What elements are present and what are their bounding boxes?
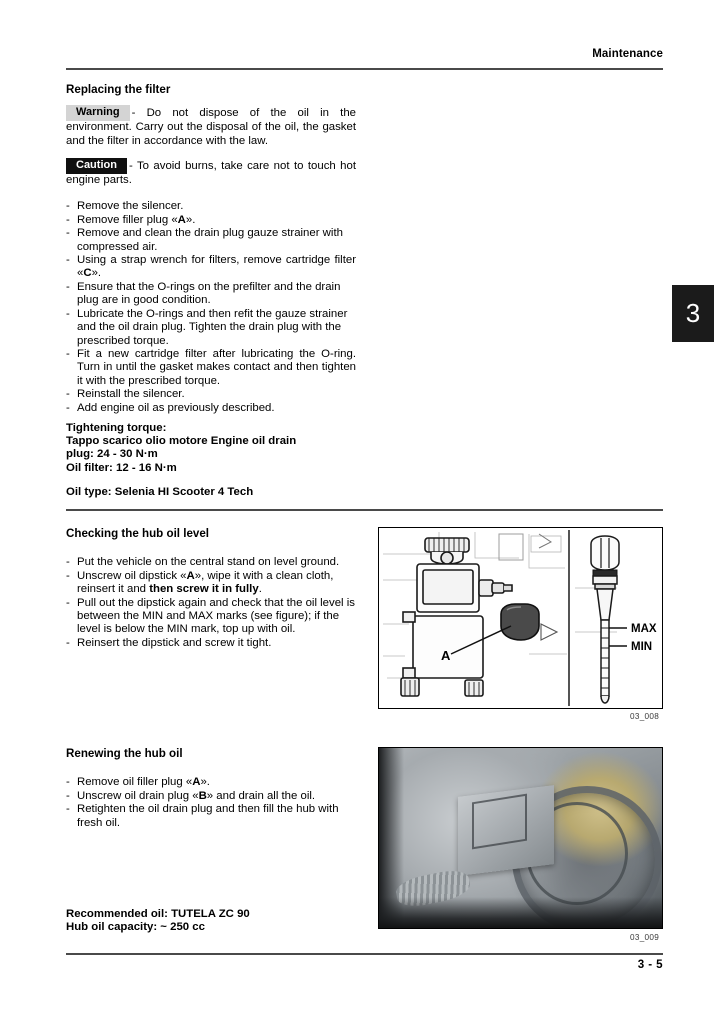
figure-label-min: MIN	[631, 641, 653, 653]
section-title-renewing-hub-oil: Renewing the hub oil	[66, 747, 183, 760]
figure2-caption: 03_009	[630, 933, 660, 942]
warning-text: - Do not dispose of the oil in the environment. Carry out the disposal of the oil, the gasket and the filter in accordance with the law.	[66, 107, 356, 147]
list-item: - Remove oil filler plug «A».	[66, 776, 356, 789]
list-item: - Remove and clean the drain plug gauze strainer with compressed air.	[66, 227, 356, 254]
tightening-torque-block	[66, 422, 356, 475]
oil-type: Oil type: Selenia HI Scooter 4 Tech	[66, 485, 254, 498]
list-item: - Lubricate the O-rings and then refit the gauze strainer and the oil drain plug. Tighten the drain plug with the prescribed torque.	[66, 308, 356, 348]
warning-block	[66, 105, 356, 148]
chapter-tab-number: 3	[685, 298, 701, 328]
list-item: - Reinsert the dipstick and screw it tight.	[66, 637, 356, 650]
hub-photograph	[379, 748, 662, 928]
recommended-oil: Recommended oil: TUTELA ZC 90	[66, 908, 250, 920]
list-item: - Remove the silencer.	[66, 200, 356, 213]
hub-oil-spec-block	[66, 908, 356, 934]
section-title-checking-hub-oil: Checking the hub oil level	[66, 527, 210, 540]
replacing-filter-steps	[66, 200, 356, 415]
photo-shield-opening	[472, 794, 527, 850]
caution-text: - To avoid burns, take care not to touch hot engine parts.	[66, 160, 356, 187]
torque-line: Oil filter: 12 - 16 N·m	[66, 461, 177, 474]
section-divider	[66, 509, 663, 511]
photo-bottom-shadow	[379, 897, 662, 928]
figure-dipstick-drawing	[379, 528, 662, 708]
torque-line: Tappo scarico olio motore Engine oil drain	[66, 435, 297, 448]
header-divider	[66, 68, 663, 70]
figure-dipstick-location	[378, 527, 663, 709]
list-item: - Put the vehicle on the central stand on level ground.	[66, 556, 356, 569]
torque-line: plug: 24 - 30 N·m	[66, 448, 158, 461]
warning-badge: Warning	[66, 105, 130, 121]
page-header-title: Maintenance	[592, 48, 663, 60]
list-item: - Reinstall the silencer.	[66, 388, 356, 401]
renewing-hub-oil-steps	[66, 776, 356, 830]
list-item: - Using a strap wrench for filters, remove cartridge filter «C».	[66, 254, 356, 281]
figure-callout-a: A	[441, 648, 451, 663]
list-item: - Ensure that the O-rings on the prefilter and the drain plug are in good condition.	[66, 281, 356, 308]
list-item: - Pull out the dipstick again and check that the oil level is between the MIN and MAX marks (see figure); if the level is below the MIN mark, top up with oil.	[66, 597, 356, 637]
section-replacing-filter	[66, 83, 356, 499]
section-checking-hub-oil	[66, 527, 356, 650]
caution-badge: Caution	[66, 158, 127, 174]
list-item: - Remove filler plug «A».	[66, 214, 356, 227]
torque-heading: Tightening torque:	[66, 421, 167, 434]
chapter-tab	[672, 285, 714, 342]
section-title-replacing-filter: Replacing the filter	[66, 83, 171, 96]
list-item: - Fit a new cartridge filter after lubricating the O-ring. Turn in until the gasket makes contact and then tighten it with the prescribed torque.	[66, 348, 356, 388]
list-item: - Unscrew oil dipstick «A», wipe it with a clean cloth, reinsert it and then screw it in fully.	[66, 570, 356, 597]
figure-label-max: MAX	[631, 623, 657, 635]
list-item: - Retighten the oil drain plug and then fill the hub with fresh oil.	[66, 803, 356, 830]
caution-block	[66, 158, 356, 187]
footer-divider	[66, 953, 663, 955]
figure1-caption: 03_008	[630, 712, 660, 721]
figure-hub-photo	[378, 747, 663, 929]
checking-hub-oil-steps	[66, 556, 356, 650]
list-item: - Unscrew oil drain plug «B» and drain all the oil.	[66, 790, 356, 803]
page-number: 3 - 5	[637, 958, 663, 971]
hub-oil-capacity: Hub oil capacity: ~ 250 cc	[66, 921, 205, 934]
list-item: - Add engine oil as previously described.	[66, 402, 356, 415]
section-renewing-hub-oil	[66, 747, 356, 830]
